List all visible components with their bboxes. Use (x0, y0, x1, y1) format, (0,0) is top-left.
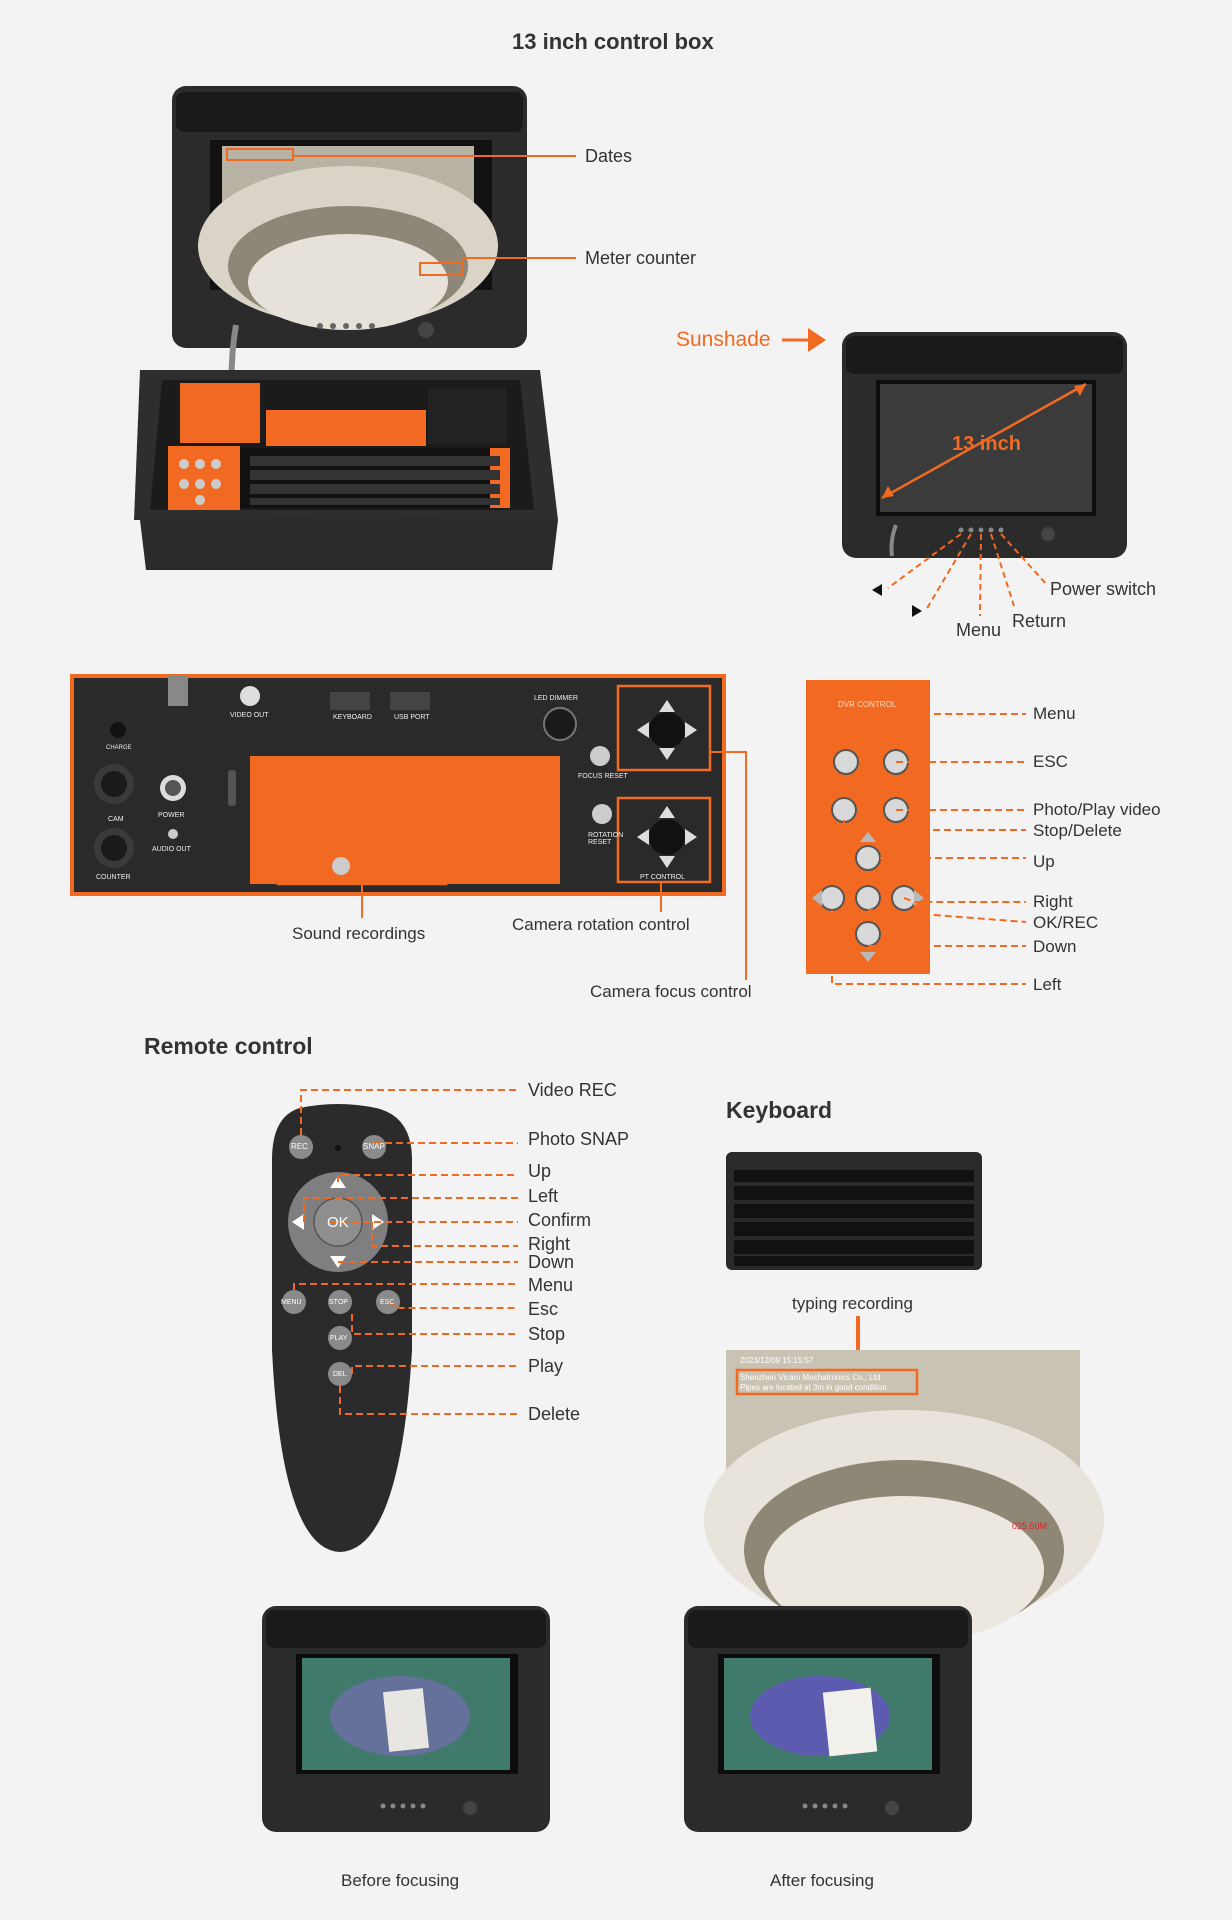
label-camera-rotation-control: Camera rotation control (512, 915, 690, 934)
label-power-switch: Power switch (1050, 579, 1157, 599)
monitor-before-image (262, 1606, 550, 1832)
remote-label-menu: Menu (528, 1275, 574, 1295)
remote-label-video-rec: Video REC (528, 1080, 617, 1100)
remote-label-play: Play (528, 1356, 564, 1376)
panel-charge: CHARGE (106, 745, 132, 751)
dvr-label-right: Right (1033, 892, 1073, 911)
remote-label-confirm: Confirm (528, 1210, 592, 1230)
dvr-control-image (806, 680, 930, 974)
label-menu-monitor: Menu (956, 620, 1002, 640)
caption-after-focusing: After focusing (770, 1871, 874, 1890)
label-sunshade: Sunshade (676, 328, 771, 351)
remote-label-photo-snap: Photo SNAP (528, 1129, 630, 1149)
panel-rotation-reset: ROTATION RESET (588, 832, 624, 846)
panel-keyboard: KEYBOARD (333, 714, 372, 721)
dvr-header: DVR CONTROL (838, 700, 897, 709)
panel-led-dimmer: LED DIMMER (534, 695, 578, 702)
overlay-line-1: Shenzhen Vicam Mechatronics Co., Ltd. (740, 1373, 883, 1382)
label-dates: Dates (585, 146, 633, 166)
remote-btn-play: PLAY (330, 1335, 348, 1342)
pipe-photo (704, 1350, 1104, 1644)
monitor-after-image (684, 1606, 972, 1832)
keyboard-image (726, 1152, 982, 1270)
panel-cam: CAM (108, 816, 124, 823)
remote-btn-menu: MENU (281, 1299, 302, 1306)
dvr-label-left: Left (1033, 975, 1062, 994)
remote-btn-esc: ESC (380, 1299, 395, 1306)
label-camera-focus-control: Camera focus control (590, 982, 752, 1001)
remote-btn-del: DEL (333, 1371, 347, 1378)
panel-power: POWER (158, 812, 185, 819)
dvr-label-menu: Menu (1033, 704, 1076, 723)
overlay-line-2: Pipes are located at 3m in good condition (740, 1383, 887, 1392)
dvr-label-photo-play: Photo/Play video (1033, 800, 1161, 819)
label-return: Return (1012, 611, 1067, 631)
remote-label-right: Right (528, 1234, 571, 1254)
panel-pt-control: PT CONTROL (640, 874, 685, 881)
remote-label-delete: Delete (528, 1404, 581, 1424)
overlay-date: 2023/12/09 15:15:57 (740, 1356, 814, 1365)
panel-usb-port: USB PORT (394, 714, 430, 721)
dvr-label-down: Down (1033, 937, 1077, 956)
panel-counter: COUNTER (96, 874, 131, 881)
remote-label-down: Down (528, 1252, 575, 1272)
panel-image (72, 676, 724, 894)
remote-btn-rec: REC (291, 1142, 308, 1151)
remote-btn-ok: OK (327, 1214, 349, 1231)
label-sound-recordings: Sound recordings (292, 924, 426, 943)
dvr-label-stop-delete: Stop/Delete (1033, 821, 1122, 840)
dvr-label-up: Up (1033, 852, 1055, 871)
panel-video-out: VIDEO OUT (230, 712, 269, 719)
remote-label-up: Up (528, 1161, 552, 1181)
remote-label-left: Left (528, 1186, 559, 1206)
remote-btn-stop: STOP (329, 1299, 348, 1306)
typing-recording-caption: typing recording (792, 1294, 913, 1313)
remote-label-esc: Esc (528, 1299, 559, 1319)
main-title: 13 inch control box (512, 29, 714, 54)
remote-label-stop: Stop (528, 1324, 566, 1344)
label-13-inch: 13 inch (952, 433, 1021, 455)
keyboard-title: Keyboard (726, 1097, 833, 1123)
remote-btn-snap: SNAP (363, 1142, 385, 1151)
caption-before-focusing: Before focusing (341, 1871, 460, 1890)
remote-image (272, 1104, 412, 1552)
control-box-image (134, 86, 558, 570)
dvr-label-ok-rec: OK/REC (1033, 913, 1099, 932)
dvr-label-esc: ESC (1033, 752, 1068, 771)
panel-audio-out: AUDIO OUT (152, 846, 191, 853)
overlay-meter: 025.50M (1012, 1521, 1048, 1531)
label-meter-counter: Meter counter (585, 248, 697, 268)
remote-title: Remote control (144, 1033, 313, 1059)
panel-focus-reset: FOCUS RESET (578, 773, 628, 780)
